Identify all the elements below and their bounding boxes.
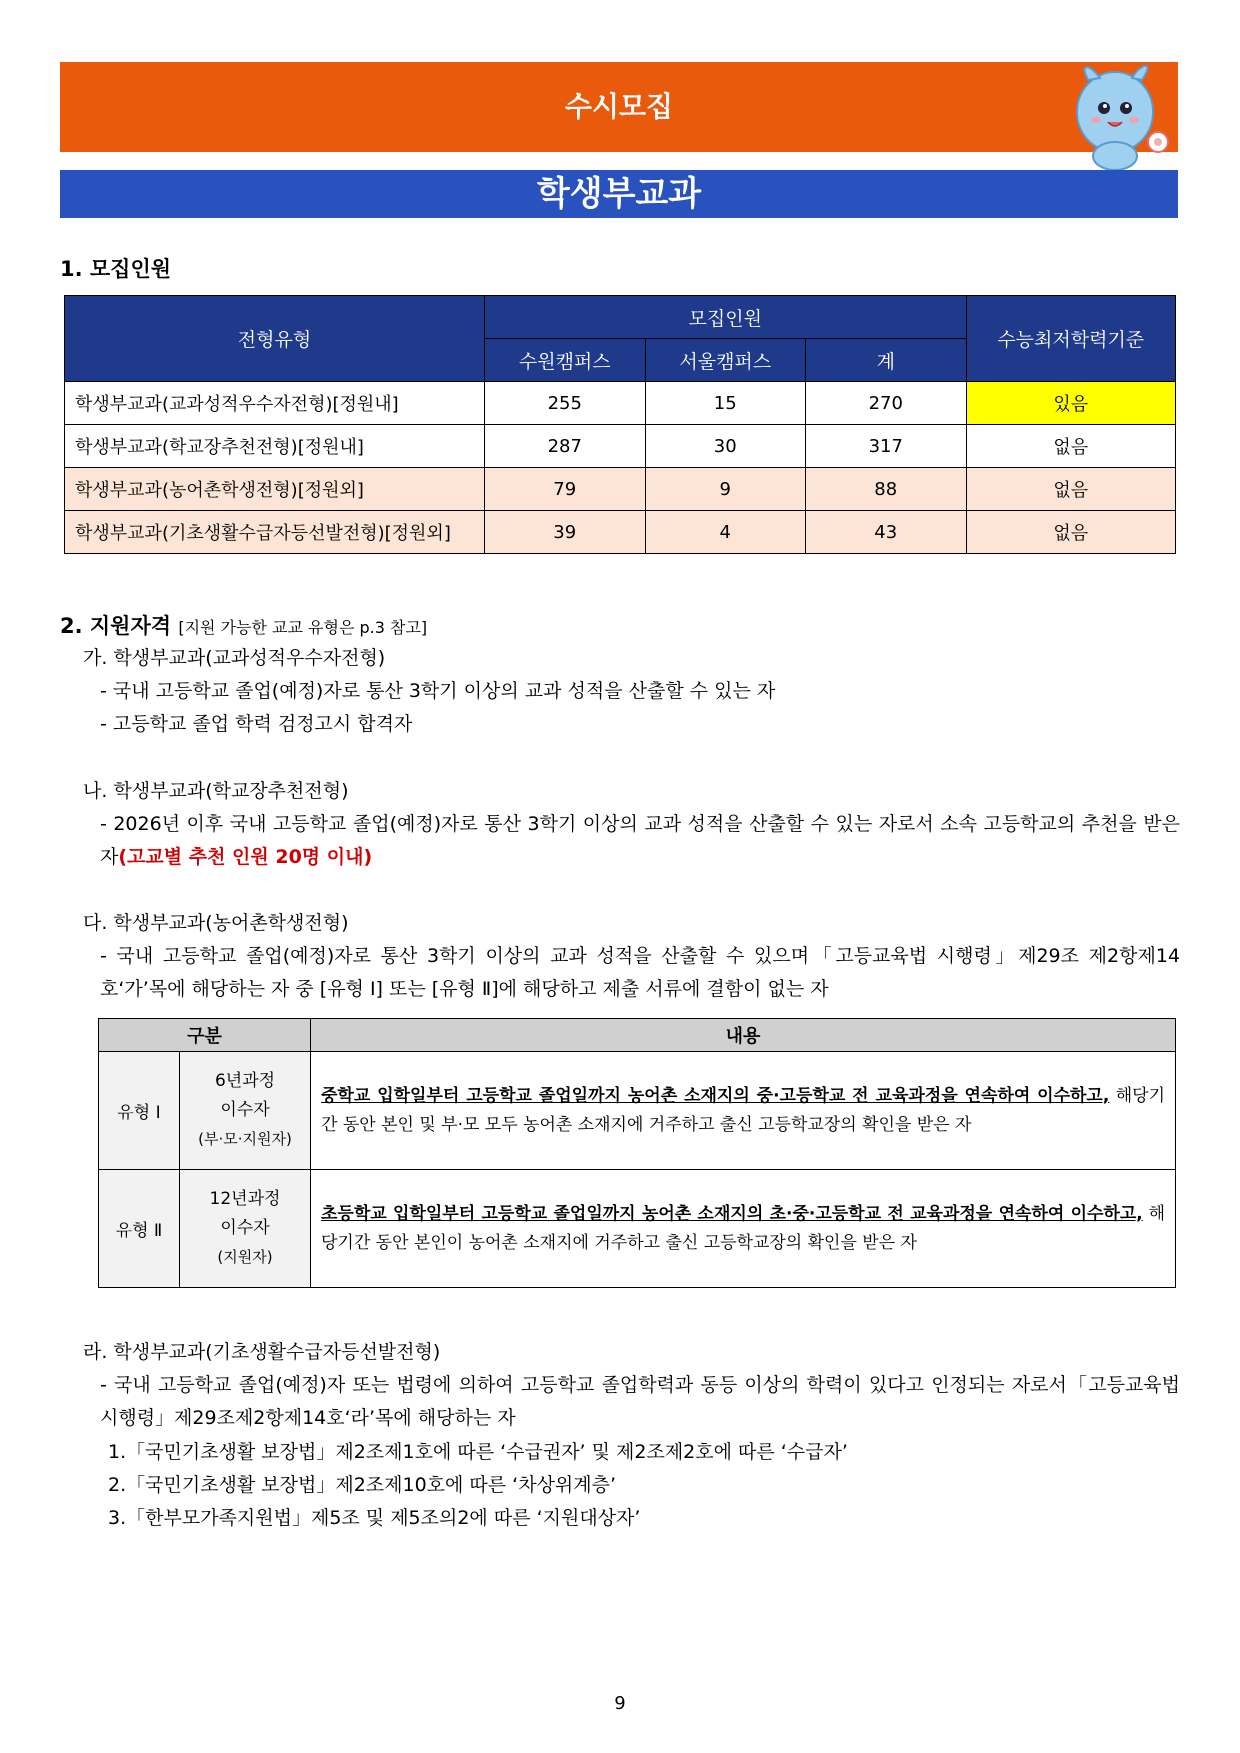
section-title-quota: 1. 모집인원 bbox=[60, 257, 172, 281]
content-rest: 해당기간 동안 본인이 농어촌 소재지에 거주하고 출신 고등학교장의 확인을 받은 자 bbox=[321, 1203, 1165, 1253]
subsection-title-na: 나. 학생부교과(학교장추천전형) bbox=[83, 780, 349, 802]
row-total: 43 bbox=[806, 511, 967, 554]
course-who: (부·모·지원자) bbox=[198, 1130, 292, 1148]
quota-table bbox=[64, 295, 1176, 554]
table-row bbox=[65, 382, 1176, 425]
section2-title: 2. 지원자격 bbox=[60, 614, 172, 638]
col-header-seoul: 서울캠퍼스 bbox=[645, 339, 806, 382]
row-total: 317 bbox=[806, 425, 967, 468]
content-bold: 초등학교 입학일부터 고등학교 졸업일까지 농어촌 소재지의 초·중·고등학교 전 교육과정을 연속하여 이수하고, bbox=[321, 1203, 1143, 1224]
row-course bbox=[180, 1052, 311, 1170]
ga-item-2: - 고등학교 졸업 학력 검정고시 합격자 bbox=[100, 713, 413, 735]
rural-type-table bbox=[98, 1018, 1176, 1288]
na-item-highlight: (고교별 추천 인원 20명 이내) bbox=[118, 846, 373, 868]
content-bold: 중학교 입학일부터 고등학교 졸업일까지 농어촌 소재지의 중·고등학교 전 교육과정을 연속하여 이수하고, bbox=[321, 1085, 1110, 1106]
row-suwon: 79 bbox=[485, 468, 646, 511]
da-item-1: - 국내 고등학교 졸업(예정)자로 통산 3학기 이상의 교과 성적을 산출할 수 있으며「고등교육법 시행령」제29조 제2항제14호‘가’목에 해당하는 자 중 [유형 Ⅰ] 또는 [유형 Ⅱ]에 해당하고 제출 서류에 결함이 없는 자 bbox=[100, 945, 1180, 1000]
col-header-type: 전형유형 bbox=[65, 296, 485, 382]
ga-item-1: - 국내 고등학교 졸업(예정)자로 통산 3학기 이상의 교과 성적을 산출할 수 있는 자 bbox=[100, 680, 776, 702]
page-number: 9 bbox=[614, 1693, 626, 1714]
na-item-text: - 2026년 이후 국내 고등학교 졸업(예정)자로 통산 3학기 이상의 교과 성적을 산출할 수 있는 자로서 소속 고등학교의 추천을 받은 자 bbox=[100, 813, 1180, 868]
row-type: 유형 Ⅰ bbox=[99, 1052, 180, 1170]
row-seoul: 15 bbox=[645, 382, 806, 425]
row-type: 학생부교과(학교장추천전형)[정원내] bbox=[65, 425, 485, 468]
course-years: 12년과정 bbox=[209, 1189, 281, 1209]
na-item-1 bbox=[100, 808, 1180, 874]
row-suwon: 287 bbox=[485, 425, 646, 468]
row-total: 270 bbox=[806, 382, 967, 425]
section-title-eligibility bbox=[60, 610, 427, 640]
ra-list-item: 2.「국민기초생활 보장법」제2조제10호에 따른 ‘차상위계층’ bbox=[108, 1474, 617, 1496]
col-header-criteria: 수능최저학력기준 bbox=[966, 296, 1176, 382]
row-seoul: 30 bbox=[645, 425, 806, 468]
table-row bbox=[65, 511, 1176, 554]
ra-list-item: 3.「한부모가족지원법」제5조 및 제5조의2에 따른 ‘지원대상자’ bbox=[108, 1507, 641, 1529]
table-row bbox=[99, 1170, 1176, 1288]
row-criteria: 없음 bbox=[966, 425, 1176, 468]
content-rest: 해당기간 동안 본인 및 부·모 모두 농어촌 소재지에 거주하고 출신 고등학교장의 확인을 받은 자 bbox=[321, 1085, 1166, 1135]
row-seoul: 4 bbox=[645, 511, 806, 554]
course-complete: 이수자 bbox=[220, 1218, 270, 1238]
subsection-title-ra: 라. 학생부교과(기초생활수급자등선발전형) bbox=[83, 1341, 441, 1363]
mascot-image bbox=[1060, 60, 1180, 172]
course-who: (지원자) bbox=[217, 1248, 273, 1266]
col-header-quota: 모집인원 bbox=[485, 296, 967, 339]
table-row bbox=[99, 1052, 1176, 1170]
row-course bbox=[180, 1170, 311, 1288]
row-seoul: 9 bbox=[645, 468, 806, 511]
section-banner: 수시모집 bbox=[60, 62, 1178, 152]
col-header-total: 계 bbox=[806, 339, 967, 382]
ra-list-item: 1.「국민기초생활 보장법」제2조제1호에 따른 ‘수급권자’ 및 제2조제2호에 따른 ‘수급자’ bbox=[108, 1441, 848, 1463]
subsection-title-da: 다. 학생부교과(농어촌학생전형) bbox=[83, 912, 349, 934]
row-criteria: 없음 bbox=[966, 468, 1176, 511]
row-criteria: 있음 bbox=[966, 382, 1176, 425]
col-header-category: 구분 bbox=[99, 1019, 311, 1052]
row-type: 학생부교과(농어촌학생전형)[정원외] bbox=[65, 468, 485, 511]
section2-note: [지원 가능한 교교 유형은 p.3 참고] bbox=[178, 618, 428, 637]
row-total: 88 bbox=[806, 468, 967, 511]
subsection-title-ga: 가. 학생부교과(교과성적우수자전형) bbox=[83, 647, 386, 669]
row-content bbox=[311, 1052, 1176, 1170]
table-row bbox=[65, 425, 1176, 468]
ra-item-1: - 국내 고등학교 졸업(예정)자 또는 법령에 의하여 고등학교 졸업학력과 동등 이상의 학력이 있다고 인정되는 자로서「고등교육법 시행령」제29조제2항제14호‘라’목에 해당하는 자 bbox=[100, 1374, 1180, 1429]
col-header-content: 내용 bbox=[311, 1019, 1176, 1052]
row-suwon: 39 bbox=[485, 511, 646, 554]
col-header-suwon: 수원캠퍼스 bbox=[485, 339, 646, 382]
row-type: 학생부교과(교과성적우수자전형)[정원내] bbox=[65, 382, 485, 425]
course-years: 6년과정 bbox=[214, 1071, 276, 1091]
page-title: 학생부교과 bbox=[60, 170, 1178, 218]
row-type: 학생부교과(기초생활수급자등선발전형)[정원외] bbox=[65, 511, 485, 554]
row-content bbox=[311, 1170, 1176, 1288]
row-type: 유형 Ⅱ bbox=[99, 1170, 180, 1288]
table-row bbox=[65, 468, 1176, 511]
row-suwon: 255 bbox=[485, 382, 646, 425]
course-complete: 이수자 bbox=[220, 1100, 270, 1120]
row-criteria: 없음 bbox=[966, 511, 1176, 554]
